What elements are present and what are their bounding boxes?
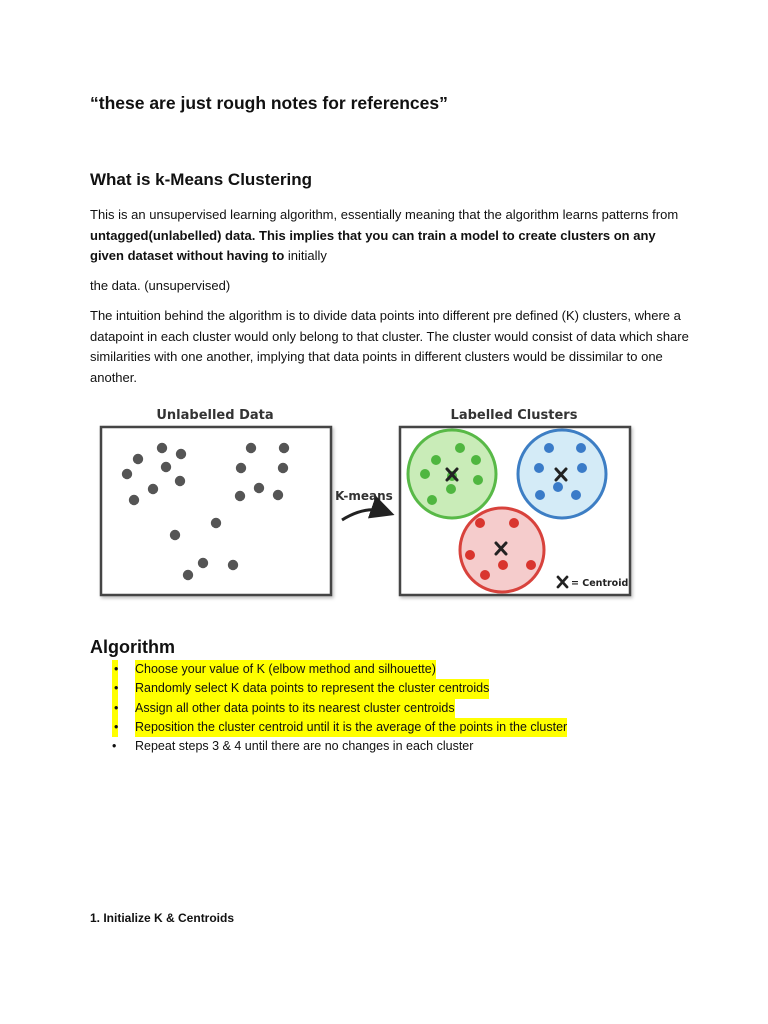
data-point — [176, 449, 186, 459]
bullet-icon: • — [112, 679, 118, 698]
data-point — [170, 530, 180, 540]
algorithm-step-text: Reposition the cluster centroid until it is the average of the points in the cluster — [135, 718, 567, 737]
data-point — [420, 469, 430, 479]
intro-text-tail: initially — [284, 248, 327, 264]
algorithm-step — [90, 660, 730, 679]
data-point — [576, 443, 586, 453]
centroid-legend-label: = Centroid — [571, 578, 629, 589]
algorithm-step-text: Randomly select K data points to represent the cluster centroids — [135, 679, 489, 698]
data-point — [122, 469, 132, 479]
data-point — [157, 443, 167, 453]
data-point — [571, 490, 581, 500]
data-point — [278, 463, 288, 473]
data-point — [161, 462, 171, 472]
arrow-icon — [342, 510, 386, 520]
data-point — [480, 570, 490, 580]
bullet-icon: • — [112, 660, 118, 679]
algorithm-step-text: Assign all other data points to its nearest cluster centroids — [135, 699, 455, 718]
data-point — [236, 463, 246, 473]
bullet-icon: • — [112, 718, 118, 737]
data-point — [235, 491, 245, 501]
kmeans-illustration — [96, 400, 636, 610]
algorithm-step — [90, 699, 730, 718]
data-point — [544, 443, 554, 453]
data-point — [211, 518, 221, 528]
labelled-clusters-title: Labelled Clusters — [450, 408, 578, 423]
data-point — [471, 455, 481, 465]
data-point — [183, 570, 193, 580]
data-point — [534, 463, 544, 473]
data-point — [577, 463, 587, 473]
data-point — [246, 443, 256, 453]
data-point — [475, 518, 485, 528]
data-point — [535, 490, 545, 500]
subsection-heading: 1. Initialize K & Centroids — [90, 911, 235, 925]
data-point — [228, 560, 238, 570]
data-point — [129, 495, 139, 505]
data-point — [198, 558, 208, 568]
algorithm-step — [90, 718, 730, 737]
data-point — [526, 560, 536, 570]
algorithm-steps-list — [90, 660, 730, 756]
page-quote: “these are just rough notes for references” — [90, 93, 448, 113]
data-point — [254, 483, 264, 493]
algorithm-step-text: Choose your value of K (elbow method and silhouette) — [135, 660, 436, 679]
section-heading-kmeans: What is k-Means Clustering — [90, 170, 312, 189]
intro-paragraph — [90, 205, 690, 267]
data-point — [431, 455, 441, 465]
unsupervised-line: the data. (unsupervised) — [90, 278, 231, 293]
algorithm-step-text: Repeat steps 3 & 4 until there are no changes in each cluster — [135, 739, 474, 754]
data-point — [133, 454, 143, 464]
data-point — [279, 443, 289, 453]
unlabelled-data-title: Unlabelled Data — [156, 408, 274, 423]
kmeans-arrow-label: K-means — [335, 489, 393, 503]
data-point — [273, 490, 283, 500]
intro-text-regular: This is an unsupervised learning algorithm, essentially meaning that the algorithm learns patterns from — [90, 207, 679, 222]
data-point — [446, 484, 456, 494]
data-point — [148, 484, 158, 494]
data-point — [465, 550, 475, 560]
unlabelled-data-panel — [101, 427, 331, 595]
intuition-paragraph: The intuition behind the algorithm is to divide data points into different pre defined (K) clusters, where a datapoint in each cluster would only belong to that cluster. The cluster would consist of data which share similarities with one another, implying that data points in different clusters would be dissimilar to one another. — [90, 308, 689, 385]
intro-text-bold: untagged(unlabelled) data. This implies that you can train a model to create clusters on any given dataset without having to — [90, 227, 656, 264]
data-point — [498, 560, 508, 570]
algorithm-heading: Algorithm — [90, 637, 175, 657]
bullet-icon: • — [112, 699, 118, 718]
data-point — [175, 476, 185, 486]
data-point — [553, 482, 563, 492]
kmeans-figure-svg — [96, 400, 636, 610]
data-point — [427, 495, 437, 505]
data-point — [473, 475, 483, 485]
algorithm-step — [90, 737, 730, 756]
data-point — [455, 443, 465, 453]
bullet-icon: • — [112, 739, 117, 754]
algorithm-step — [90, 679, 730, 698]
data-point — [509, 518, 519, 528]
